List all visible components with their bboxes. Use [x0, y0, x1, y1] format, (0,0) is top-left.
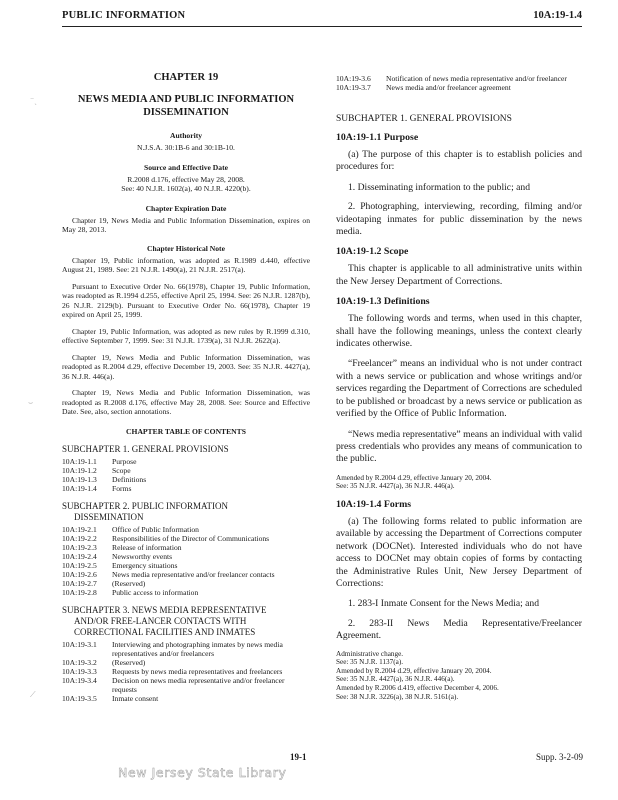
toc-row[interactable]: [62, 475, 310, 484]
toc-subchapter-1: [62, 444, 310, 493]
toc-subchapter-title: SUBCHAPTER 1. GENERAL PROVISIONS: [62, 443, 229, 454]
toc-section-number: 10A:19-3.2: [62, 657, 97, 667]
toc-section-title: Interviewing and photographing inmates by news media representatives and/or freelancers: [112, 639, 283, 658]
page-number: 19-1: [290, 752, 307, 762]
toc-row[interactable]: [336, 74, 582, 83]
section-heading-purpose: 10A:19-1.1 Purpose: [336, 132, 419, 143]
chapter-number: CHAPTER 19: [153, 72, 219, 83]
toc-subchapter-title-cont: DISSEMINATION: [74, 511, 144, 522]
forms-item-1: 1. 283-I Inmate Consent for the News Media; and: [348, 598, 540, 610]
toc-section-title: Newsworthy events: [112, 551, 173, 561]
toc-subchapter-title: SUBCHAPTER 2. PUBLIC INFORMATION: [62, 500, 229, 511]
toc-subchapter-heading: [62, 605, 310, 638]
toc-section-number: 10A:19-2.2: [62, 533, 97, 543]
toc-section-number: 10A:19-2.4: [62, 551, 97, 561]
toc-section-number: 10A:19-3.5: [62, 693, 97, 703]
authority-text: N.J.S.A. 30:1B-6 and 30:1B-10.: [137, 143, 235, 152]
toc-section-title: Inmate consent: [112, 693, 159, 703]
toc-section-number: 10A:19-2.8: [62, 587, 97, 597]
toc-subchapter-heading: [62, 501, 310, 523]
chapter-title-line-2: DISSEMINATION: [143, 107, 229, 118]
toc-section-number: 10A:19-3.1: [62, 639, 97, 649]
header-section: 10A:19-1.4: [533, 10, 582, 21]
toc-section-number: 10A:19-2.5: [62, 560, 97, 570]
toc-section-title: Emergency situations: [112, 560, 178, 570]
annotation-line: Amended by R.2004 d.29, effective January 20, 2004.: [336, 666, 492, 675]
toc-section-number: 10A:19-3.6: [336, 74, 371, 83]
toc-section-number: 10A:19-1.3: [62, 474, 97, 484]
annotation-line: See: 35 N.J.R. 4427(a), 36 N.J.R. 446(a).: [336, 675, 455, 684]
annotation-line: Administrative change.: [336, 649, 404, 658]
toc-row[interactable]: [62, 676, 310, 694]
section-heading-scope: 10A:19-1.2 Scope: [336, 246, 409, 258]
toc-section-number: 10A:19-1.1: [62, 456, 97, 466]
toc-row[interactable]: [62, 484, 310, 493]
definitions-annotation: [336, 474, 582, 491]
toc-section-number: 10A:19-3.7: [336, 83, 371, 92]
toc-section-title: Office of Public Information: [112, 524, 199, 534]
toc-section-title: Public access to information: [112, 587, 199, 597]
toc-row[interactable]: [62, 694, 310, 703]
definition-news-media-representative: “News media representative” means an individual with valid press credentials who provides any means of communication to the public.: [336, 428, 582, 465]
history-paragraph: Chapter 19, News Media and Public Information Dissemination, was readopted as R.2004 d.29, effective December 19, 2003. See: 35 N.J.R. 4427(a), 36 N.J.R. 446(a).: [62, 352, 310, 381]
history-notes: [62, 256, 310, 417]
scan-mark-icon: ⌣: [28, 398, 34, 407]
toc-row[interactable]: [62, 457, 310, 466]
history-paragraph: Chapter 19, Public information, was adopted as R.1989 d.440, effective August 21, 1989. See: 21 N.J.R. 1490(a), 21 N.J.R. 2517(a).: [62, 255, 310, 274]
source-label: Source and Effective Date: [143, 162, 228, 172]
toc-section-title: News media and/or freelancer agreement: [386, 83, 511, 92]
chapter-title-line-1: NEWS MEDIA AND PUBLIC INFORMATION: [77, 94, 295, 105]
toc-title: CHAPTER TABLE OF CONTENTS: [126, 426, 246, 436]
toc-row[interactable]: [62, 543, 310, 552]
history-paragraph: Pursuant to Executive Order No. 66(1978), Chapter 19, Public Information, was readopted as R.1994 d.255, effective April 25, 1994. See: 26 N.J.R. 1287(b), 26 N.J.R. 2129(b). Pursuant to Executive Order No. 66(1978), Chapter 19 expired on April 25, 1999.: [62, 281, 310, 319]
purpose-item-2: 2. Photographing, interviewing, recording, filming and/or videotaping inmates for public dissemination by the news media.: [336, 201, 582, 238]
annotation-line: See: 35 N.J.R. 1137(a).: [336, 658, 404, 667]
toc-continuation: [336, 74, 582, 92]
annotation-line: Amended by R.2004 d.29, effective January 20, 2004.: [336, 473, 492, 482]
chapter-title: [62, 93, 310, 119]
toc-section-number: 10A:19-3.3: [62, 666, 97, 676]
toc-section-title: News media representative and/or freelancer contacts: [112, 569, 275, 579]
toc-subchapter-2: [62, 501, 310, 597]
toc-row[interactable]: [62, 579, 310, 588]
history-paragraph: Chapter 19, Public Information, was adopted as new rules by R.1999 d.310, effective September 7, 1999. See: 31 N.J.R. 1739(a), 31 N.J.R. 2622(a).: [62, 326, 310, 345]
toc-row[interactable]: [62, 640, 310, 658]
toc-subchapter-title-cont: AND/OR FREE-LANCER CONTACTS WITH CORRECTIONAL FACILITIES AND INMATES: [74, 615, 256, 637]
supplement-date: Supp. 3-2-09: [536, 752, 583, 762]
header-title: PUBLIC INFORMATION: [62, 10, 186, 21]
scan-mark-icon: ⁻ˎ: [30, 96, 37, 105]
library-stamp: New Jersey State Library: [118, 765, 287, 780]
toc-section-title: Forms: [112, 483, 132, 493]
source-text: [62, 175, 310, 194]
toc-section-title: Release of information: [112, 542, 182, 552]
toc-section-title: (Reserved): [112, 578, 146, 588]
toc-row[interactable]: [62, 570, 310, 579]
toc-section-number: 10A:19-1.2: [62, 465, 97, 475]
annotation-line: See: 35 N.J.R. 4427(a), 36 N.J.R. 446(a).: [336, 482, 455, 491]
authority-label: Authority: [169, 131, 203, 140]
forms-item-2: 2. 283-II News Media Representative/Freelancer Agreement.: [336, 617, 582, 642]
toc-row[interactable]: [62, 466, 310, 475]
toc-row[interactable]: [62, 658, 310, 667]
toc-section-number: 10A:19-1.4: [62, 483, 97, 493]
toc-subchapter-title: SUBCHAPTER 3. NEWS MEDIA REPRESENTATIVE: [62, 604, 267, 615]
section-heading-definitions: 10A:19-1.3 Definitions: [336, 296, 430, 308]
toc-section-title: Purpose: [112, 456, 137, 466]
toc-row[interactable]: [62, 525, 310, 534]
right-column: [336, 74, 582, 709]
toc-row[interactable]: [62, 552, 310, 561]
history-paragraph: Chapter 19, News Media and Public Information Dissemination, was readopted as R.2008 d.176, effective May 28, 2008. See: Source and Effective Date. See, also, section annotations.: [62, 388, 310, 416]
history-label: Chapter Historical Note: [147, 243, 225, 253]
annotation-line: Amended by R.2006 d.419, effective December 4, 2006.: [336, 683, 499, 692]
source-line-2: See: 40 N.J.R. 1602(a), 40 N.J.R. 4220(b).: [121, 184, 251, 193]
toc-row[interactable]: [62, 667, 310, 676]
toc-section-title: Responsibilities of the Director of Communications: [112, 533, 270, 543]
toc-section-number: 10A:19-2.6: [62, 569, 97, 579]
left-column: [62, 64, 310, 711]
toc-section-title: Scope: [112, 465, 131, 475]
expiration-text: Chapter 19, News Media and Public Information Dissemination, expires on May 28, 2013.: [62, 215, 310, 234]
subchapter-heading: SUBCHAPTER 1. GENERAL PROVISIONS: [336, 114, 512, 124]
toc-section-title: Notification of news media representative and/or freelancer: [386, 74, 567, 83]
definitions-intro: The following words and terms, when used in this chapter, shall have the following meanings, unless the context clearly indicates otherwise.: [336, 313, 582, 350]
toc-row[interactable]: [62, 561, 310, 570]
purpose-intro: (a) The purpose of this chapter is to establish policies and procedures for:: [336, 149, 582, 173]
forms-annotation: [336, 650, 582, 702]
toc-section-number: 10A:19-2.1: [62, 524, 97, 534]
toc-subchapter-heading: [62, 444, 310, 455]
running-header: [62, 8, 582, 27]
toc-section-title: Definitions: [112, 474, 147, 484]
toc-row[interactable]: [62, 588, 310, 597]
toc-row[interactable]: [336, 83, 582, 92]
definition-freelancer: “Freelancer” means an individual who is not under contract with a news service or publication and whose writings and/or services regarding the Department of Corrections are scheduled to be published or broadcast by a news service or publication as verified by the Office of Public Information.: [336, 358, 582, 420]
toc-section-title: (Reserved): [112, 657, 146, 667]
toc-section-number: 10A:19-2.3: [62, 542, 97, 552]
toc-row[interactable]: [62, 534, 310, 543]
expiration-label: Chapter Expiration Date: [145, 203, 227, 213]
toc-subchapter-3: [62, 605, 310, 703]
section-heading-forms: 10A:19-1.4 Forms: [336, 498, 412, 510]
table-of-contents: [62, 444, 310, 703]
scan-mark-icon: ⟋: [30, 690, 36, 699]
toc-section-title: Decision on news media representative and/or freelancer requests: [112, 675, 285, 694]
forms-intro: (a) The following forms related to public information are available by accessing the Department of Corrections computer network (DOCNet). Interested individuals who do not have access to DOCNet may obtain copies of forms by contacting the Administrative Rules Unit, New Jersey Department of Corrections:: [336, 515, 582, 589]
annotation-line: See: 38 N.J.R. 3226(a), 38 N.J.R. 5161(a).: [336, 692, 459, 701]
source-line-1: R.2008 d.176, effective May 28, 2008.: [127, 174, 245, 184]
purpose-item-1: 1. Disseminating information to the public; and: [348, 181, 530, 193]
toc-section-title: Requests by news media representatives and freelancers: [112, 666, 283, 676]
toc-section-number: 10A:19-3.4: [62, 675, 97, 685]
scope-text: This chapter is applicable to all administrative units within the New Jersey Department of Corrections.: [336, 263, 582, 287]
toc-section-number: 10A:19-2.7: [62, 578, 97, 588]
